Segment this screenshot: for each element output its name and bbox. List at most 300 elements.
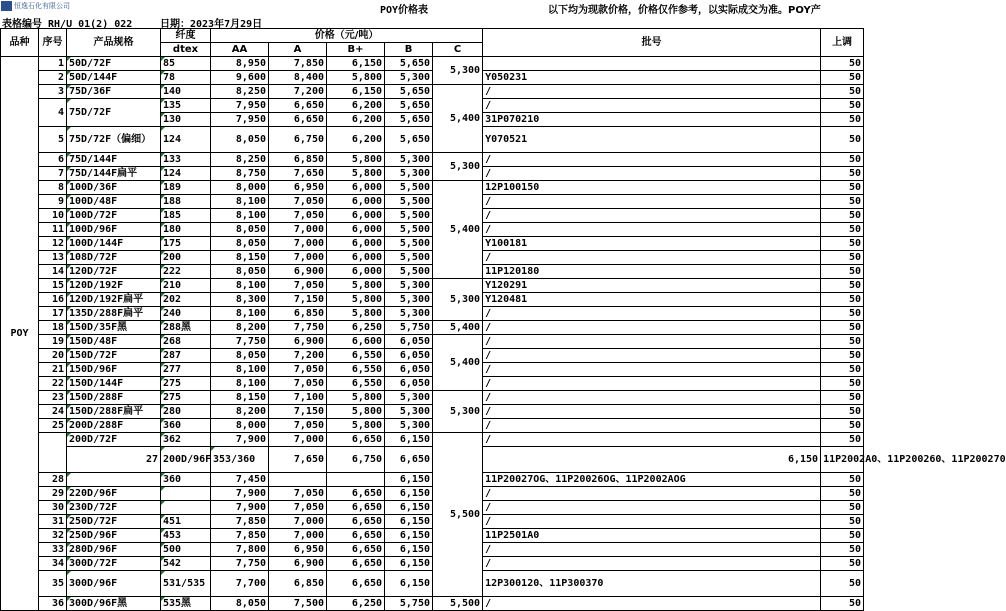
price-aa-cell: 8,100: [211, 363, 269, 377]
price-aa-cell: 7,950: [211, 113, 269, 127]
seq-cell: 35: [39, 571, 67, 597]
price-b-cell: 6,050: [385, 335, 433, 349]
fineness-cell: 189: [161, 181, 211, 195]
price-a-cell: 7,500: [269, 597, 327, 611]
batch-cell: /: [483, 153, 821, 167]
fineness-cell: 275: [161, 377, 211, 391]
fineness-cell: 240: [161, 307, 211, 321]
price-b-cell: 5,500: [385, 251, 433, 265]
seq-cell: 33: [39, 543, 67, 557]
table-row: [1, 71, 864, 85]
up-cell: 50: [821, 543, 864, 557]
up-cell: 50: [821, 501, 864, 515]
col-b: B: [385, 43, 433, 57]
price-bplus-cell: 6,600: [327, 335, 385, 349]
batch-cell: /: [483, 363, 821, 377]
table-row: [1, 223, 864, 237]
price-a-cell: 7,750: [269, 321, 327, 335]
col-variety: 品种: [1, 29, 39, 57]
fineness-cell: 185: [161, 209, 211, 223]
price-a-cell: 6,950: [269, 543, 327, 557]
table-row: [1, 321, 864, 335]
fineness-cell: [161, 487, 211, 501]
seq-cell: 10: [39, 209, 67, 223]
spec-cell: 100D/48F: [67, 195, 161, 209]
batch-cell: /: [483, 99, 821, 113]
up-cell: 50: [821, 209, 864, 223]
price-aa-cell: 8,050: [211, 597, 269, 611]
price-b-cell: 6,050: [385, 363, 433, 377]
fineness-cell: 531/535: [161, 571, 211, 597]
seq-cell: 30: [39, 501, 67, 515]
price-bplus-cell: 6,650: [327, 557, 385, 571]
up-cell: 50: [821, 195, 864, 209]
price-a-cell: 7,200: [269, 349, 327, 363]
batch-cell: /: [483, 223, 821, 237]
price-aa-cell: 7,900: [211, 487, 269, 501]
form-code: 表格编号 RH/U 01(2) 022: [2, 19, 133, 30]
seq-cell: 15: [39, 279, 67, 293]
spec-cell: 280D/96F: [67, 543, 161, 557]
seq-cell: 28: [39, 473, 67, 487]
seq-cell: 25: [39, 419, 67, 433]
up-cell: 50: [821, 251, 864, 265]
price-aa-cell: 7,850: [211, 515, 269, 529]
price-a-cell: 8,400: [269, 71, 327, 85]
price-b-cell: 5,650: [385, 113, 433, 127]
price-a-cell: 6,850: [269, 153, 327, 167]
price-a-cell: 6,850: [269, 571, 327, 597]
price-b-cell: 5,300: [385, 167, 433, 181]
price-aa-cell: 7,750: [211, 335, 269, 349]
price-a-cell: 7,150: [269, 405, 327, 419]
price-bplus-cell: 6,650: [327, 529, 385, 543]
price-aa-cell: 7,900: [211, 501, 269, 515]
spec-cell: 230D/72F: [67, 501, 161, 515]
price-b-cell: 5,650: [385, 85, 433, 99]
seq-cell: 9: [39, 195, 67, 209]
up-cell: 50: [821, 71, 864, 85]
price-bplus-cell: 6,000: [327, 223, 385, 237]
batch-cell: /: [483, 543, 821, 557]
batch-cell: /: [483, 321, 821, 335]
fineness-cell: [161, 501, 211, 515]
batch-cell: /: [483, 209, 821, 223]
seq-cell: 27: [67, 447, 161, 473]
batch-cell: Y120481: [483, 293, 821, 307]
fineness-cell: 277: [161, 363, 211, 377]
price-b-cell: 6,150: [385, 529, 433, 543]
seq-cell: 2: [39, 71, 67, 85]
price-aa-cell: 8,750: [211, 167, 269, 181]
price-a-cell: 7,050: [269, 363, 327, 377]
fineness-cell: 360: [161, 473, 211, 487]
table-row: [1, 391, 864, 405]
spec-cell: 120D/192F: [67, 279, 161, 293]
spec-cell: 50D/144F: [67, 71, 161, 85]
up-cell: 50: [821, 433, 864, 447]
batch-cell: /: [483, 515, 821, 529]
price-b-cell: 5,650: [385, 127, 433, 153]
price-bplus-cell: 6,650: [327, 433, 385, 447]
up-cell: 50: [821, 377, 864, 391]
price-b-cell: 5,650: [385, 57, 433, 71]
seq-cell: 24: [39, 405, 67, 419]
table-row: [1, 543, 864, 557]
seq-cell: 14: [39, 265, 67, 279]
batch-cell: /: [483, 433, 821, 447]
price-bplus-cell: 6,000: [327, 195, 385, 209]
price-bplus-cell: 6,550: [327, 363, 385, 377]
table-row: [1, 349, 864, 363]
batch-cell: 12P100150: [483, 181, 821, 195]
spec-cell: 108D/72F: [67, 251, 161, 265]
price-b-cell: 6,150: [385, 571, 433, 597]
table-row: [1, 307, 864, 321]
spec-cell: 150D/48F: [67, 335, 161, 349]
fineness-cell: 124: [161, 127, 211, 153]
batch-cell: 12P300120、11P300370: [483, 571, 821, 597]
spec-cell: 75D/36F: [67, 85, 161, 99]
price-b-cell: 6,150: [483, 447, 821, 473]
batch-cell: /: [483, 307, 821, 321]
price-a-cell: 6,850: [269, 307, 327, 321]
price-aa-cell: 8,050: [211, 223, 269, 237]
spec-cell: 100D/96F: [67, 223, 161, 237]
logo-text: 恒逸石化有限公司: [14, 2, 70, 10]
price-a-cell: 6,900: [269, 265, 327, 279]
price-aa-cell: 8,250: [211, 153, 269, 167]
fineness-cell: 188: [161, 195, 211, 209]
price-aa-cell: 8,150: [211, 251, 269, 265]
up-cell: 50: [821, 391, 864, 405]
fineness-cell: 78: [161, 71, 211, 85]
price-b-cell: 5,300: [385, 391, 433, 405]
seq-cell: 16: [39, 293, 67, 307]
spec-cell: 220D/96F: [67, 487, 161, 501]
price-aa-cell: 7,650: [269, 447, 327, 473]
spec-cell: 200D/72F: [67, 433, 161, 447]
price-a-cell: 7,000: [269, 251, 327, 265]
fineness-cell: 453: [161, 529, 211, 543]
spec-cell: 75D/72F（偏细）: [67, 127, 161, 153]
table-row: [1, 293, 864, 307]
batch-cell: /: [483, 405, 821, 419]
spec-cell: 150D/288F扁平: [67, 405, 161, 419]
price-c-cell: 5,400: [433, 321, 483, 335]
price-a-cell: 7,000: [269, 433, 327, 447]
spec-cell: 120D/192F扁平: [67, 293, 161, 307]
batch-cell: /: [483, 501, 821, 515]
fineness-cell: 130: [161, 113, 211, 127]
spec-cell: 300D/72F: [67, 557, 161, 571]
table-row: [1, 279, 864, 293]
col-spec: 产品规格: [67, 29, 161, 57]
price-bplus-cell: 5,800: [327, 153, 385, 167]
price-table-body: [1, 57, 1006, 611]
up-cell: 50: [821, 571, 864, 597]
price-c-cell: 5,300: [433, 57, 483, 85]
price-c-cell: 5,300: [433, 391, 483, 433]
table-row: [1, 363, 864, 377]
price-b-cell: 6,050: [385, 377, 433, 391]
table-row: [1, 433, 864, 447]
fineness-cell: 275: [161, 391, 211, 405]
price-b-cell: 6,150: [385, 433, 433, 447]
spec-cell: 200D/96F: [161, 447, 211, 473]
up-cell: 50: [821, 321, 864, 335]
price-b-cell: 5,500: [385, 237, 433, 251]
batch-cell: [483, 57, 821, 71]
price-aa-cell: 8,100: [211, 307, 269, 321]
seq-cell: 11: [39, 223, 67, 237]
price-bplus-cell: 6,650: [385, 447, 433, 473]
price-aa-cell: 8,050: [211, 349, 269, 363]
price-a-cell: 7,050: [269, 195, 327, 209]
price-a-cell: 7,200: [269, 85, 327, 99]
price-aa-cell: 7,450: [211, 473, 269, 487]
price-b-cell: 5,500: [385, 209, 433, 223]
seq-cell: 22: [39, 377, 67, 391]
seq-cell: 34: [39, 557, 67, 571]
batch-cell: /: [483, 335, 821, 349]
table-row: [1, 195, 864, 209]
fineness-cell: 175: [161, 237, 211, 251]
up-cell: 50: [821, 307, 864, 321]
price-a-cell: 6,900: [269, 557, 327, 571]
price-aa-cell: 8,100: [211, 209, 269, 223]
seq-cell: [39, 433, 67, 473]
up-cell: 50: [821, 473, 864, 487]
seq-cell: 3: [39, 85, 67, 99]
table-row: [1, 251, 864, 265]
fineness-cell: 222: [161, 265, 211, 279]
table-row: [1, 419, 864, 433]
price-a-cell: 7,050: [269, 501, 327, 515]
price-a-cell: 7,150: [269, 293, 327, 307]
fineness-cell: 288黑: [161, 321, 211, 335]
col-c: C: [433, 43, 483, 57]
price-b-cell: 5,300: [385, 405, 433, 419]
batch-cell: /: [483, 557, 821, 571]
price-c-cell: 5,400: [433, 85, 483, 153]
fineness-cell: 280: [161, 405, 211, 419]
table-row: [1, 237, 864, 251]
seq-cell: 13: [39, 251, 67, 265]
fineness-cell: 287: [161, 349, 211, 363]
price-a-cell: 6,900: [269, 335, 327, 349]
up-cell: 50: [821, 237, 864, 251]
variety-cell: POY: [1, 57, 39, 611]
price-aa-cell: 8,200: [211, 405, 269, 419]
spec-cell: 150D/35F黑: [67, 321, 161, 335]
up-cell: 50: [821, 153, 864, 167]
seq-cell: 5: [39, 127, 67, 153]
batch-cell: /: [483, 195, 821, 209]
price-bplus-cell: 6,650: [327, 515, 385, 529]
up-cell: 50: [821, 557, 864, 571]
price-bplus-cell: 5,800: [327, 71, 385, 85]
table-row: [1, 85, 864, 99]
top-bar: [0, 0, 863, 14]
price-bplus-cell: 5,800: [327, 279, 385, 293]
price-a-cell: 6,750: [327, 447, 385, 473]
meta-bar: [0, 14, 863, 28]
price-b-cell: 5,500: [385, 265, 433, 279]
up-cell: 50: [821, 487, 864, 501]
fineness-cell: 180: [161, 223, 211, 237]
fineness-cell: 133: [161, 153, 211, 167]
spec-cell: 200D/288F: [67, 419, 161, 433]
price-bplus-cell: 6,650: [327, 501, 385, 515]
price-a-cell: 7,000: [269, 237, 327, 251]
batch-cell: /: [483, 251, 821, 265]
fineness-cell: 542: [161, 557, 211, 571]
fineness-cell: 353/360: [211, 447, 269, 473]
price-b-cell: 6,150: [385, 557, 433, 571]
fineness-cell: 268: [161, 335, 211, 349]
price-a-cell: 7,050: [269, 209, 327, 223]
col-seq: 序号: [39, 29, 67, 57]
price-aa-cell: 8,000: [211, 419, 269, 433]
table-row: [1, 57, 864, 71]
batch-cell: 11P2002A0、11P200260、11P200270: [821, 447, 864, 473]
table-row: [1, 265, 864, 279]
spec-cell: [67, 473, 161, 487]
price-aa-cell: 8,050: [211, 265, 269, 279]
price-a-cell: 7,050: [269, 377, 327, 391]
up-cell: 50: [821, 405, 864, 419]
spec-cell: 300D/96F黑: [67, 597, 161, 611]
up-cell: 50: [821, 335, 864, 349]
price-bplus-cell: 6,650: [327, 543, 385, 557]
up-cell: 50: [821, 279, 864, 293]
up-cell: 50: [821, 181, 864, 195]
company-logo: [1, 1, 70, 11]
price-aa-cell: 8,200: [211, 321, 269, 335]
price-c-cell: 5,500: [433, 597, 483, 611]
seq-cell: 32: [39, 529, 67, 543]
price-aa-cell: 7,900: [211, 433, 269, 447]
logo-icon: [1, 1, 12, 11]
fineness-cell: 200: [161, 251, 211, 265]
table-row: [1, 167, 864, 181]
price-aa-cell: 8,050: [211, 127, 269, 153]
price-b-cell: 5,750: [385, 597, 433, 611]
fineness-cell: 140: [161, 85, 211, 99]
price-aa-cell: 8,000: [211, 181, 269, 195]
price-c-cell: 5,500: [433, 433, 483, 597]
batch-cell: /: [483, 597, 821, 611]
price-aa-cell: 7,750: [211, 557, 269, 571]
up-cell: 50: [821, 167, 864, 181]
spec-cell: 250D/72F: [67, 515, 161, 529]
up-cell: 50: [821, 57, 864, 71]
seq-cell: 6: [39, 153, 67, 167]
batch-cell: Y100181: [483, 237, 821, 251]
seq-cell: 17: [39, 307, 67, 321]
price-bplus-cell: 5,800: [327, 419, 385, 433]
col-a: A: [269, 43, 327, 57]
table-row: [1, 127, 864, 153]
price-b-cell: 5,300: [385, 307, 433, 321]
price-note: 以下均为现款价格，价格仅作参考，以实际成交为准。POY产: [548, 5, 821, 16]
col-batch: 批号: [483, 29, 821, 57]
price-a-cell: 6,750: [269, 127, 327, 153]
batch-cell: /: [483, 377, 821, 391]
up-cell: 50: [821, 113, 864, 127]
price-c-cell: 5,400: [433, 181, 483, 279]
price-aa-cell: 7,850: [211, 529, 269, 543]
seq-cell: 19: [39, 335, 67, 349]
fineness-cell: 500: [161, 543, 211, 557]
price-bplus-cell: [327, 473, 385, 487]
spec-cell: 100D/72F: [67, 209, 161, 223]
report-date: 日期：2023年7月29日: [160, 19, 263, 30]
spec-cell: 100D/144F: [67, 237, 161, 251]
price-b-cell: 5,500: [385, 223, 433, 237]
price-b-cell: 5,300: [385, 419, 433, 433]
batch-cell: 11P20027OG、11P20026OG、11P2002AOG: [483, 473, 821, 487]
up-cell: 50: [821, 223, 864, 237]
price-aa-cell: 7,950: [211, 99, 269, 113]
table-row: [1, 181, 864, 195]
price-a-cell: 7,000: [269, 515, 327, 529]
price-bplus-cell: 5,800: [327, 167, 385, 181]
price-bplus-cell: 6,550: [327, 377, 385, 391]
spec-cell: 150D/96F: [67, 363, 161, 377]
price-aa-cell: 8,100: [211, 195, 269, 209]
seq-cell: 4: [39, 99, 67, 127]
fineness-cell: 124: [161, 167, 211, 181]
batch-cell: /: [483, 487, 821, 501]
price-b-cell: 6,150: [385, 543, 433, 557]
price-bplus-cell: 6,200: [327, 99, 385, 113]
price-a-cell: 7,000: [269, 529, 327, 543]
price-b-cell: 6,150: [385, 473, 433, 487]
seq-cell: 20: [39, 349, 67, 363]
fineness-cell: 210: [161, 279, 211, 293]
up-cell: 50: [821, 265, 864, 279]
batch-cell: /: [483, 85, 821, 99]
price-b-cell: 6,150: [385, 501, 433, 515]
seq-cell: 12: [39, 237, 67, 251]
col-aa: AA: [211, 43, 269, 57]
price-aa-cell: 8,100: [211, 377, 269, 391]
seq-cell: 23: [39, 391, 67, 405]
price-bplus-cell: 6,650: [327, 571, 385, 597]
table-row: [1, 515, 864, 529]
table-row: [1, 447, 864, 473]
price-aa-cell: 8,100: [211, 279, 269, 293]
price-table: [0, 28, 1006, 611]
table-row: [1, 473, 864, 487]
price-b-cell: 5,750: [385, 321, 433, 335]
batch-cell: Y120291: [483, 279, 821, 293]
price-bplus-cell: 5,800: [327, 307, 385, 321]
table-row: [1, 99, 864, 113]
price-b-cell: 5,300: [385, 293, 433, 307]
price-c-cell: 5,400: [433, 335, 483, 391]
price-aa-cell: 8,150: [211, 391, 269, 405]
seq-cell: 1: [39, 57, 67, 71]
spec-cell: 250D/96F: [67, 529, 161, 543]
fineness-cell: 451: [161, 515, 211, 529]
col-bplus: B+: [327, 43, 385, 57]
price-bplus-cell: 6,000: [327, 265, 385, 279]
price-a-cell: [269, 473, 327, 487]
up-cell: 50: [821, 127, 864, 153]
